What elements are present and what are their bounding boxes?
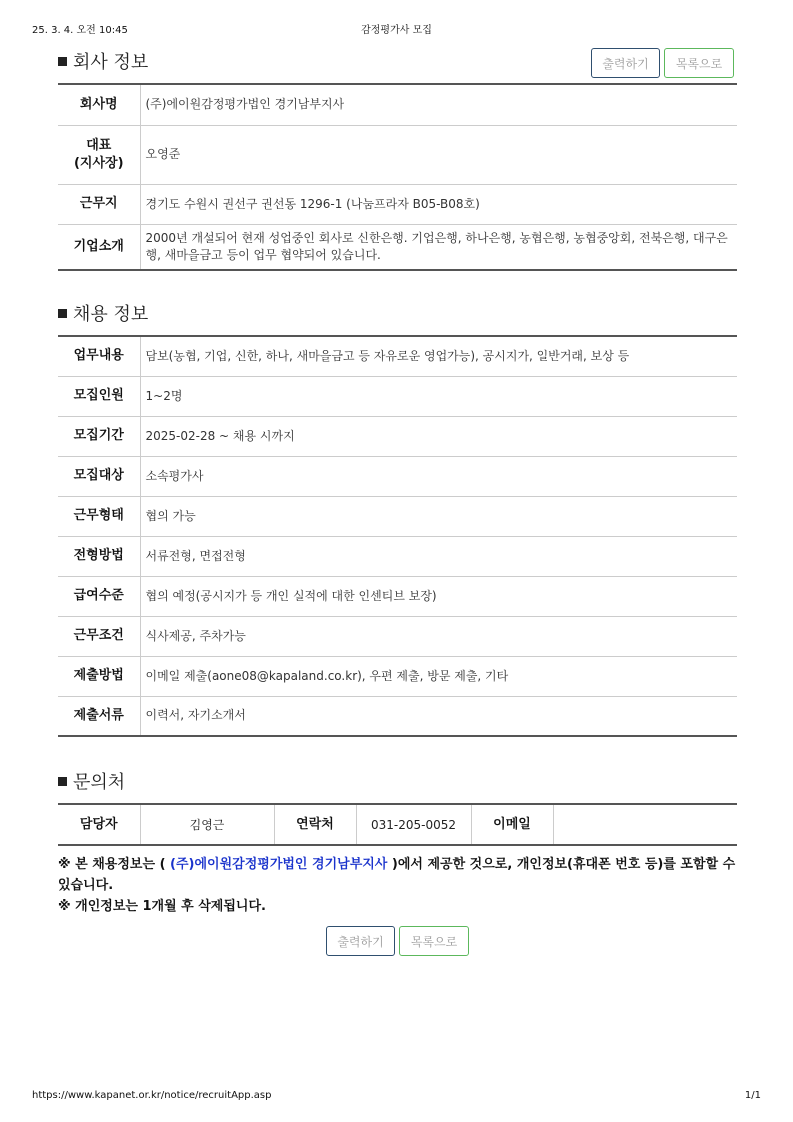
square-bullet-icon (58, 777, 67, 786)
company-intro-value: 2000년 개설되어 현재 성업중인 회사로 신한은행. 기업은행, 하나은행, 농협은행, 농협중앙회, 전북은행, 대구은행, 새마을금고 등이 업무 협약되어 있습니다. (145, 230, 728, 262)
table-row (58, 336, 737, 376)
phone-label: 연락처 (274, 804, 356, 845)
representative-label: 대표 (지사장) (58, 125, 140, 184)
job-duties-value: 담보(농협, 기업, 신한, 하나, 새마을금고 등 자유로운 영업가능), 공시지가, 일반거래, 보상 등 (140, 336, 737, 376)
print-button-top[interactable]: 출력하기 (591, 48, 660, 78)
email-label: 이메일 (471, 804, 553, 845)
print-url: https://www.kapanet.or.kr/notice/recruitApp.asp (32, 1090, 272, 1101)
square-bullet-icon (58, 57, 67, 66)
recruit-period-value: 2025-02-28 ~ 채용 시까지 (140, 416, 737, 456)
table-row (58, 125, 737, 184)
notice-line-1: ※ 본 채용정보는 ( (주)에이원감정평가법인 경기남부지사 )에서 제공한 것으로, 개인정보(휴대폰 번호 등)를 포함할 수 있습니다. (58, 857, 736, 893)
employment-type-label: 근무형태 (58, 496, 140, 536)
selection-method-value: 서류전형, 면접전형 (140, 536, 737, 576)
workplace-value: 경기도 수원시 권선구 권선동 1296-1 (나눔프라자 B05-B08호) (140, 184, 737, 224)
work-conditions-label: 근무조건 (58, 616, 140, 656)
selection-method-label: 전형방법 (58, 536, 140, 576)
phone-value: 031-205-0052 (356, 804, 471, 845)
table-row (58, 656, 737, 696)
documents-label: 제출서류 (58, 696, 140, 736)
manager-label: 담당자 (58, 804, 140, 845)
salary-value: 협의 예정(공시지가 등 개인 실적에 대한 인센티브 보장) (140, 576, 737, 616)
email-value (553, 804, 737, 845)
table-row (58, 456, 737, 496)
company-intro-label: 기업소개 (58, 224, 140, 270)
documents-value: 이력서, 자기소개서 (145, 708, 246, 723)
submission-method-value: 이메일 제출(aone08@kapaland.co.kr), 우편 제출, 방문 제출, 기타 (140, 656, 737, 696)
company-info-table (58, 83, 737, 271)
target-label: 모집대상 (58, 456, 140, 496)
page-number: 1/1 (744, 1090, 761, 1101)
square-bullet-icon (58, 309, 67, 318)
headcount-label: 모집인원 (58, 376, 140, 416)
submission-method-label: 제출방법 (58, 656, 140, 696)
table-row (58, 416, 737, 456)
manager-value: 김영근 (140, 804, 274, 845)
table-row (58, 616, 737, 656)
target-value: 소속평가사 (140, 456, 737, 496)
company-name-label: 회사명 (58, 84, 140, 125)
headcount-value: 1~2명 (140, 376, 737, 416)
table-row (58, 224, 737, 270)
table-row (58, 536, 737, 576)
workplace-label: 근무지 (58, 184, 140, 224)
print-footer (32, 1090, 761, 1104)
notice-line-2: ※ 개인정보는 1개월 후 삭제됩니다. (58, 899, 266, 914)
list-button-top[interactable]: 목록으로 (664, 48, 734, 78)
table-row (58, 376, 737, 416)
list-button-bottom[interactable]: 목록으로 (399, 926, 469, 956)
recruit-period-label: 모집기간 (58, 416, 140, 456)
company-section-title: 회사 정보 (58, 48, 148, 74)
table-row (58, 84, 737, 125)
contact-section-title: 문의처 (58, 768, 125, 794)
contact-table (58, 803, 737, 846)
table-row (58, 184, 737, 224)
notice-company-name: (주)에이원감정평가법인 경기남부지사 (170, 857, 388, 872)
table-row (58, 496, 737, 536)
table-row (58, 804, 737, 845)
recruit-info-table (58, 335, 737, 737)
employment-type-value: 협의 가능 (140, 496, 737, 536)
print-datetime: 25. 3. 4. 오전 10:45 (32, 25, 128, 36)
table-row (58, 696, 737, 736)
company-name-value: (주)에이원감정평가법인 경기남부지사 (140, 84, 737, 125)
recruit-section-title: 채용 정보 (58, 300, 148, 326)
salary-label: 급여수준 (58, 576, 140, 616)
job-duties-label: 업무내용 (58, 336, 140, 376)
print-header (32, 21, 761, 35)
print-page-title: 감정평가사 모집 (361, 25, 432, 36)
privacy-notice (58, 854, 738, 917)
representative-value: 오영준 (140, 125, 737, 184)
table-row (58, 576, 737, 616)
print-button-bottom[interactable]: 출력하기 (326, 926, 395, 956)
work-conditions-value: 식사제공, 주차가능 (140, 616, 737, 656)
